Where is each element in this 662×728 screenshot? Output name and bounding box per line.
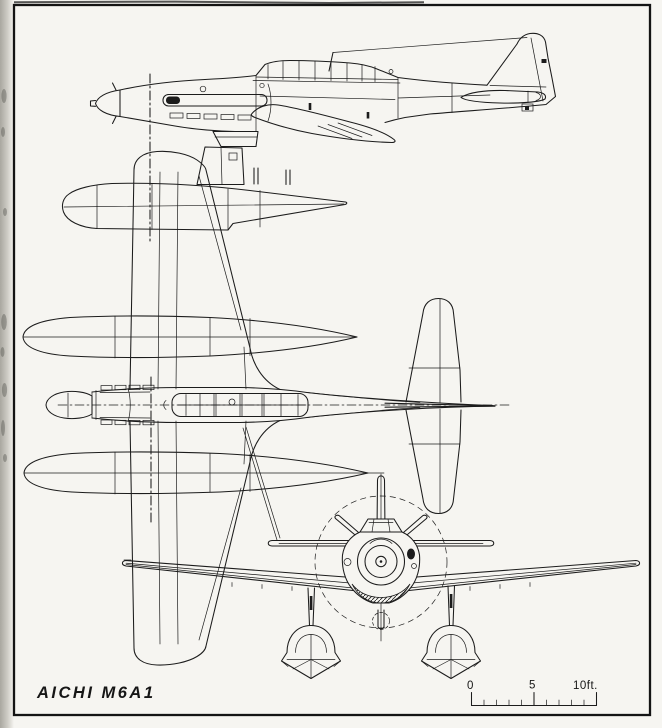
float-strut-left bbox=[308, 588, 315, 626]
front-view-drawing bbox=[122, 474, 639, 679]
scale-label-0: 0 bbox=[467, 680, 474, 692]
scale-label-10ft: 10ft. bbox=[573, 680, 598, 692]
scale-label-5: 5 bbox=[529, 679, 536, 692]
scale-major-ticks bbox=[472, 693, 597, 706]
float-strut-right bbox=[448, 586, 455, 626]
float-front-left bbox=[282, 626, 341, 679]
side-view-drawing bbox=[62, 33, 555, 243]
scale-bar bbox=[467, 680, 598, 706]
antenna-wire bbox=[333, 38, 527, 53]
float-front-right bbox=[422, 626, 481, 679]
aircraft-label: AICHI M6A1 bbox=[37, 684, 156, 702]
page-frame bbox=[14, 5, 650, 715]
